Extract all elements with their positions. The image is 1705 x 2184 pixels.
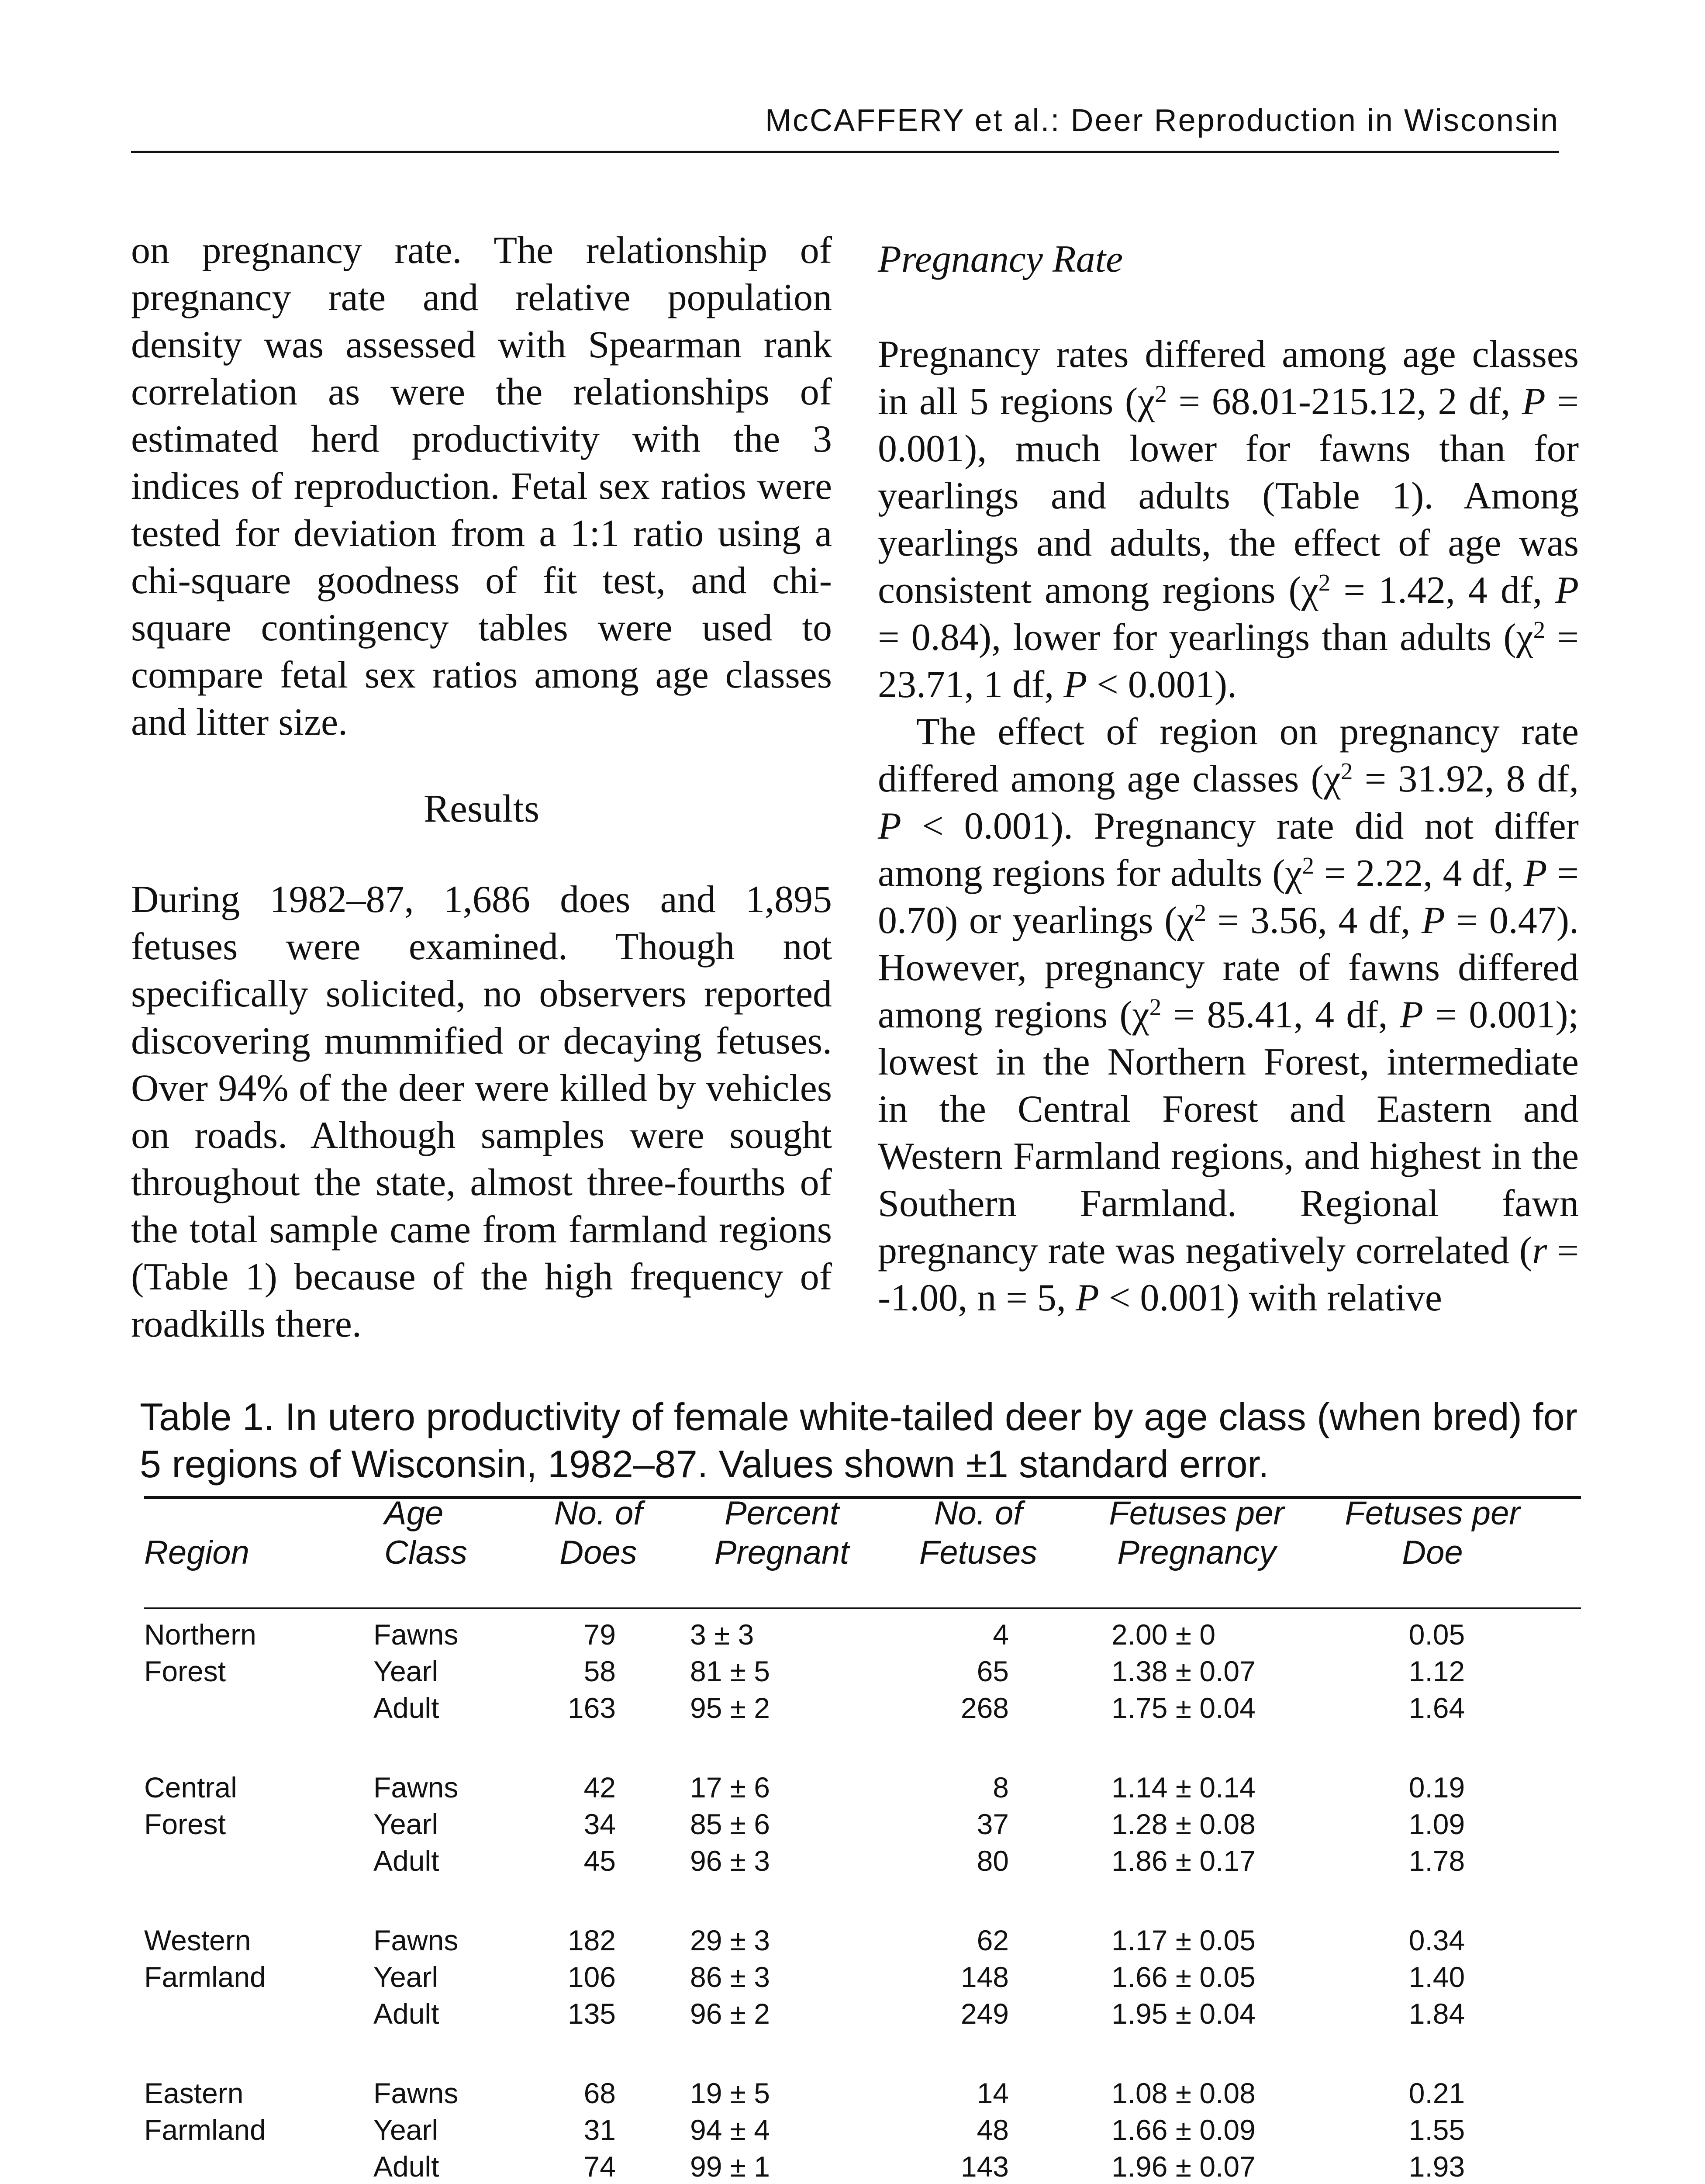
cell-fetuses-per-doe: 1.12 bbox=[1408, 1655, 1465, 1687]
cell-percent-pregnant: 85 ± 6 bbox=[690, 1808, 770, 1840]
cell-age-class: Adult bbox=[373, 2150, 439, 2183]
cell-no-fetuses: 4 bbox=[993, 1618, 1009, 1651]
cell-no-fetuses: 37 bbox=[977, 1808, 1009, 1840]
header-fpp-line2: Pregnancy bbox=[1117, 1534, 1276, 1571]
region-label: Western bbox=[144, 1924, 251, 1956]
results-heading: Results bbox=[423, 787, 540, 830]
cell-percent-pregnant: 81 ± 5 bbox=[690, 1655, 770, 1687]
right-column bbox=[878, 227, 1579, 1322]
cell-no-does: 31 bbox=[583, 2114, 616, 2146]
cell-percent-pregnant: 96 ± 2 bbox=[690, 1997, 770, 2030]
header-region: Region bbox=[144, 1534, 249, 1571]
cell-fetuses-per-pregnancy: 1.95 ± 0.04 bbox=[1111, 1997, 1256, 2030]
cell-percent-pregnant: 3 ± 3 bbox=[690, 1618, 754, 1651]
cell-age-class: Fawns bbox=[373, 2077, 459, 2109]
cell-fetuses-per-pregnancy: 1.75 ± 0.04 bbox=[1111, 1692, 1256, 1724]
cell-no-does: 42 bbox=[583, 1771, 616, 1804]
cell-age-class: Adult bbox=[373, 1692, 439, 1724]
cell-fetuses-per-pregnancy: 1.38 ± 0.07 bbox=[1111, 1655, 1256, 1687]
header-age-line1: Age bbox=[384, 1495, 444, 1532]
cell-fetuses-per-doe: 0.34 bbox=[1408, 1924, 1465, 1956]
cell-age-class: Adult bbox=[373, 1997, 439, 2030]
cell-no-fetuses: 148 bbox=[960, 1961, 1009, 1993]
cell-fetuses-per-pregnancy: 1.66 ± 0.05 bbox=[1111, 1961, 1256, 1993]
pregnancy-rate-heading: Pregnancy Rate bbox=[878, 238, 1123, 280]
cell-no-does: 34 bbox=[583, 1808, 616, 1840]
cell-fetuses-per-pregnancy: 1.66 ± 0.09 bbox=[1111, 2114, 1256, 2146]
region-label: Northern bbox=[144, 1618, 256, 1651]
cell-fetuses-per-doe: 0.19 bbox=[1408, 1771, 1465, 1804]
cell-no-does: 106 bbox=[567, 1961, 616, 1993]
cell-no-does: 79 bbox=[583, 1618, 616, 1651]
cell-no-fetuses: 8 bbox=[993, 1771, 1009, 1804]
cell-no-fetuses: 268 bbox=[960, 1692, 1009, 1724]
cell-percent-pregnant: 17 ± 6 bbox=[690, 1771, 770, 1804]
header-age-line2: Class bbox=[384, 1534, 468, 1571]
cell-no-does: 135 bbox=[567, 1997, 616, 2030]
cell-fetuses-per-pregnancy: 1.96 ± 0.07 bbox=[1111, 2150, 1256, 2183]
cell-fetuses-per-doe: 1.84 bbox=[1408, 1997, 1465, 2030]
cell-no-does: 182 bbox=[567, 1924, 616, 1956]
cell-age-class: Fawns bbox=[373, 1924, 459, 1956]
paragraph-pregnancy-1: Pregnancy rates differed among age classes in all 5 regions ($\chi^2 = 68.01-215.12$, 2 df, P = 0.001), much lower for fawns than for yearlings and adults (Table 1). Among yearlings and adults, the effect of age was consistent among regions ($\chi^2 = 1.42$, 4 df, P = 0.84), lower for yearlings than adults ($\chi^2 = 23.71$, 1 df, P < 0.001). bbox=[878, 333, 1579, 706]
cell-fetuses-per-doe: 1.93 bbox=[1408, 2150, 1465, 2183]
table-rule-mid bbox=[144, 1607, 1581, 1609]
cell-no-does: 58 bbox=[583, 1655, 616, 1687]
region-label: Farmland bbox=[144, 1961, 266, 1993]
header-fpd-line2: Doe bbox=[1402, 1534, 1463, 1571]
cell-age-class: Yearl bbox=[373, 1808, 438, 1840]
paragraph-pregnancy-2: The effect of region on pregnancy rate differed among age classes ($\chi^2 = 31.92$, 8 df, P < 0.001). Pregnancy rate did not differ among regions for adults ($\chi^2 = 2.22$, 4 df, P = 0.70) or yearlings ($\chi^2 = 3.56$, 4 df, P = 0.47). However, pregnancy rate of fawns differed among regions ($\chi^2 = 85.41$, 4 df, P = 0.001); lowest in the Northern Forest, intermediate in the Central Forest and Eastern and Western Farmland regions, and highest in the Southern Farmland. Regional fawn pregnancy rate was negatively correlated (r = -1.00, n = 5, P < 0.001) with relative bbox=[878, 711, 1579, 1319]
region-label: Eastern bbox=[144, 2077, 244, 2109]
cell-fetuses-per-pregnancy: 1.14 ± 0.14 bbox=[1111, 1771, 1256, 1804]
cell-age-class: Adult bbox=[373, 1845, 439, 1877]
left-column bbox=[131, 227, 832, 1348]
cell-fetuses-per-doe: 1.09 bbox=[1408, 1808, 1465, 1840]
paragraph-methods-end: on pregnancy rate. The relationship of pregnancy rate and relative population density was assessed with Spearman rank correlation as were the relationships of estimated herd productivity with the 3 indices of reproduction. Fetal sex ratios were tested for deviation from a 1:1 ratio using a chi-square goodness of fit test, and chi-square contingency tables were used to compare fetal sex ratios among age classes and litter size. bbox=[131, 229, 832, 743]
cell-age-class: Fawns bbox=[373, 1618, 459, 1651]
cell-no-fetuses: 80 bbox=[977, 1845, 1009, 1877]
cell-fetuses-per-pregnancy: 1.17 ± 0.05 bbox=[1111, 1924, 1256, 1956]
cell-percent-pregnant: 95 ± 2 bbox=[690, 1692, 770, 1724]
cell-no-fetuses: 48 bbox=[977, 2114, 1009, 2146]
cell-fetuses-per-doe: 1.55 bbox=[1408, 2114, 1465, 2146]
cell-percent-pregnant: 86 ± 3 bbox=[690, 1961, 770, 1993]
header-percent-pregnant bbox=[699, 1494, 865, 1572]
cell-fetuses-per-doe: 0.21 bbox=[1408, 2077, 1465, 2109]
header-rule bbox=[131, 151, 1559, 153]
cell-fetuses-per-doe: 1.78 bbox=[1408, 1845, 1465, 1877]
cell-no-does: 68 bbox=[583, 2077, 616, 2109]
header-pct-line2: Pregnant bbox=[714, 1534, 849, 1571]
region-label: Forest bbox=[144, 1808, 226, 1840]
cell-percent-pregnant: 96 ± 3 bbox=[690, 1845, 770, 1877]
cell-percent-pregnant: 94 ± 4 bbox=[690, 2114, 770, 2146]
cell-percent-pregnant: 19 ± 5 bbox=[690, 2077, 770, 2109]
region-label: Forest bbox=[144, 1655, 226, 1687]
cell-no-fetuses: 249 bbox=[960, 1997, 1009, 2030]
header-no-does bbox=[542, 1494, 655, 1572]
cell-fetuses-per-doe: 0.05 bbox=[1408, 1618, 1465, 1651]
cell-age-class: Fawns bbox=[373, 1771, 459, 1804]
header-pct-line1: Percent bbox=[725, 1495, 839, 1532]
running-head: McCAFFERY et al.: Deer Reproduction in Wisconsin bbox=[765, 103, 1559, 138]
header-fetuses-line1: No. of bbox=[934, 1495, 1023, 1532]
cell-no-does: 163 bbox=[567, 1692, 616, 1724]
cell-fetuses-per-pregnancy: 1.08 ± 0.08 bbox=[1111, 2077, 1256, 2109]
cell-fetuses-per-pregnancy: 1.28 ± 0.08 bbox=[1111, 1808, 1256, 1840]
header-fetuses-per-doe bbox=[1336, 1494, 1529, 1572]
cell-no-fetuses: 143 bbox=[960, 2150, 1009, 2183]
region-label: Central bbox=[144, 1771, 237, 1804]
header-does-line1: No. of bbox=[554, 1495, 643, 1532]
header-does-line2: Does bbox=[559, 1534, 637, 1571]
cell-no-does: 45 bbox=[583, 1845, 616, 1877]
cell-fetuses-per-pregnancy: 1.86 ± 0.17 bbox=[1111, 1845, 1256, 1877]
cell-no-fetuses: 62 bbox=[977, 1924, 1009, 1956]
paragraph-results: During 1982–87, 1,686 does and 1,895 fetuses were examined. Though not specifically solicited, no observers reported discovering mummified or decaying fetuses. Over 94% of the deer were killed by vehicles on roads. Although samples were sought throughout the state, almost three-fourths of the total sample came from farmland regions (Table 1) because of the high frequency of roadkills there. bbox=[131, 878, 832, 1345]
header-no-fetuses bbox=[913, 1494, 1044, 1572]
header-age-class bbox=[384, 1494, 515, 1572]
cell-age-class: Yearl bbox=[373, 2114, 438, 2146]
cell-no-does: 74 bbox=[583, 2150, 616, 2183]
cell-no-fetuses: 65 bbox=[977, 1655, 1009, 1687]
header-fpd-line1: Fetuses per bbox=[1345, 1495, 1520, 1532]
region-label: Farmland bbox=[144, 2114, 266, 2146]
table-caption: Table 1. In utero productivity of female white-tailed deer by age class (when bred) for 5 regions of Wisconsin, 1982–87. Values shown ±1 standard error. bbox=[140, 1395, 1577, 1486]
cell-percent-pregnant: 29 ± 3 bbox=[690, 1924, 770, 1956]
cell-fetuses-per-doe: 1.64 bbox=[1408, 1692, 1465, 1724]
cell-age-class: Yearl bbox=[373, 1961, 438, 1993]
cell-no-fetuses: 14 bbox=[977, 2077, 1009, 2109]
cell-percent-pregnant: 99 ± 1 bbox=[690, 2150, 770, 2183]
cell-fetuses-per-pregnancy: 2.00 ± 0 bbox=[1111, 1618, 1216, 1651]
header-fetuses-line2: Fetuses bbox=[919, 1534, 1038, 1571]
cell-age-class: Yearl bbox=[373, 1655, 438, 1687]
header-fetuses-per-pregnancy bbox=[1101, 1494, 1293, 1572]
header-fpp-line1: Fetuses per bbox=[1109, 1495, 1284, 1532]
cell-fetuses-per-doe: 1.40 bbox=[1408, 1961, 1465, 1993]
